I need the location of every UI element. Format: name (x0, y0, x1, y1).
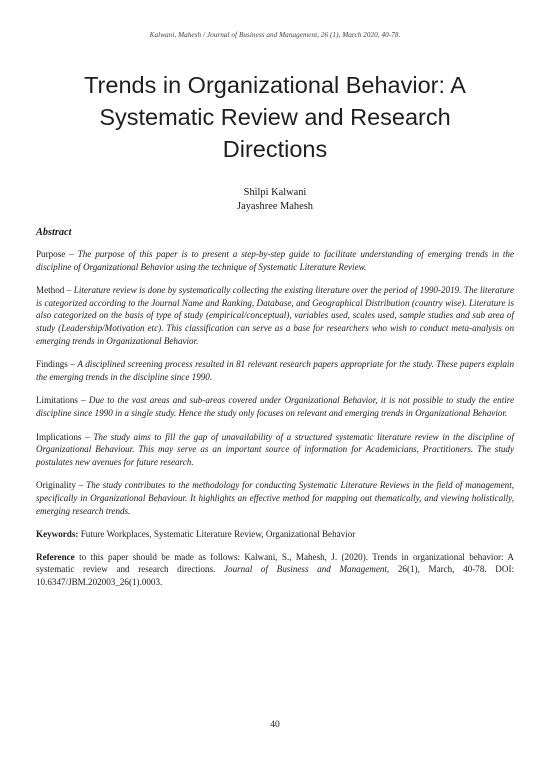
abstract-limitations (36, 394, 514, 419)
section-dash: – (75, 480, 87, 491)
title-line-2: Systematic Review and Research (99, 104, 451, 130)
section-dash: – (67, 359, 78, 370)
author-name: Shilpi Kalwani (243, 187, 307, 198)
section-label: Purpose (36, 249, 66, 259)
section-text: The purpose of this paper is to present a step-by-step guide to facilitate understanding of emerging trends in the discipline of Organizational Behavior using the technique of Systematic Literature Review. (36, 249, 515, 272)
abstract-heading: Abstract (36, 227, 72, 238)
title-line-1: Trends in Organizational Behavior: A (84, 72, 466, 98)
abstract-implications (36, 431, 514, 469)
keywords-label: Keywords: (36, 529, 79, 540)
paper-title (36, 69, 514, 165)
author-list (36, 186, 514, 214)
author-name: Jayashree Mahesh (237, 201, 313, 212)
reference-text-end: 26(1), March, 40-78. DOI: 10.6347/JBM.202003_26(1).0003. (36, 564, 514, 588)
section-dash: – (77, 395, 89, 406)
citation-reference (36, 551, 514, 589)
section-text: A disciplined screening process resulted in 81 relevant research papers appropriate for the study. These papers explain the emerging trends in the discipline since 1990. (36, 359, 514, 382)
section-label: Findings (36, 359, 68, 370)
title-line-3: Directions (222, 136, 328, 162)
abstract-method (36, 284, 514, 347)
abstract-purpose (36, 248, 514, 273)
page-number: 40 (270, 719, 280, 730)
section-text: The study contributes to the methodology for conducting Systematic Literature Reviews in the field of management, specifically in Organizational Behaviour. It highlights an effective method for mapping out thematically, and viewing holistically, emerging research trends. (36, 480, 515, 516)
reference-label: Reference (36, 551, 75, 562)
section-text: The study aims to fill the gap of unavailability of a structured systematic literature review in the discipline of Organizational Behaviour. This may serve as an important source of information for Academicians, Practitioners. The study postulates new avenues for future research. (36, 431, 515, 467)
section-dash: – (64, 285, 74, 296)
section-text: Due to the vast areas and sub-areas covered under Organizational Behavior, it is not possible to study the entire discipline since 1990 in a single study. Hence the study only focuses on relevant and emerging trends in Organizational Behavior. (36, 395, 514, 418)
abstract-findings (36, 358, 514, 383)
running-head: Kalwani, Mahesh / Journal of Business and Management, 26 (1), March 2020, 40-78. (149, 31, 401, 39)
abstract-originality (36, 479, 514, 517)
keywords-text: Future Workplaces, Systematic Literature Review, Organizational Behavior (80, 529, 356, 540)
reference-text: to this paper should be made as follows: Kalwani, S., Mahesh, J. (2020). Trends in organizational behavior: A systematic review and research directions. (36, 551, 514, 575)
section-label: Originality (36, 480, 76, 491)
section-text: Literature review is done by systematically collecting the existing literature over the period of 1990-2019. The literature is categorized according to the Journal Name and Ranking, Database, and Geographical Distribution (country wise). Literature is also categorized on the basis of type of study (empirical/conceptual), variables used, scales used, sample studies and sub area of study (Leadership/Motivation etc). This classification can serve as a base for researchers who wish to conduct meta-analysis on emerging trends in Organizational Behavior. (36, 285, 515, 346)
section-label: Limitations (36, 395, 78, 406)
reference-journal: Journal of Business and Management, (223, 564, 390, 575)
abstract-body (36, 248, 514, 517)
section-dash: – (81, 431, 94, 442)
section-dash: – (65, 249, 78, 259)
section-label: Method (36, 285, 65, 296)
keywords (36, 528, 514, 541)
section-label: Implications (36, 431, 82, 442)
